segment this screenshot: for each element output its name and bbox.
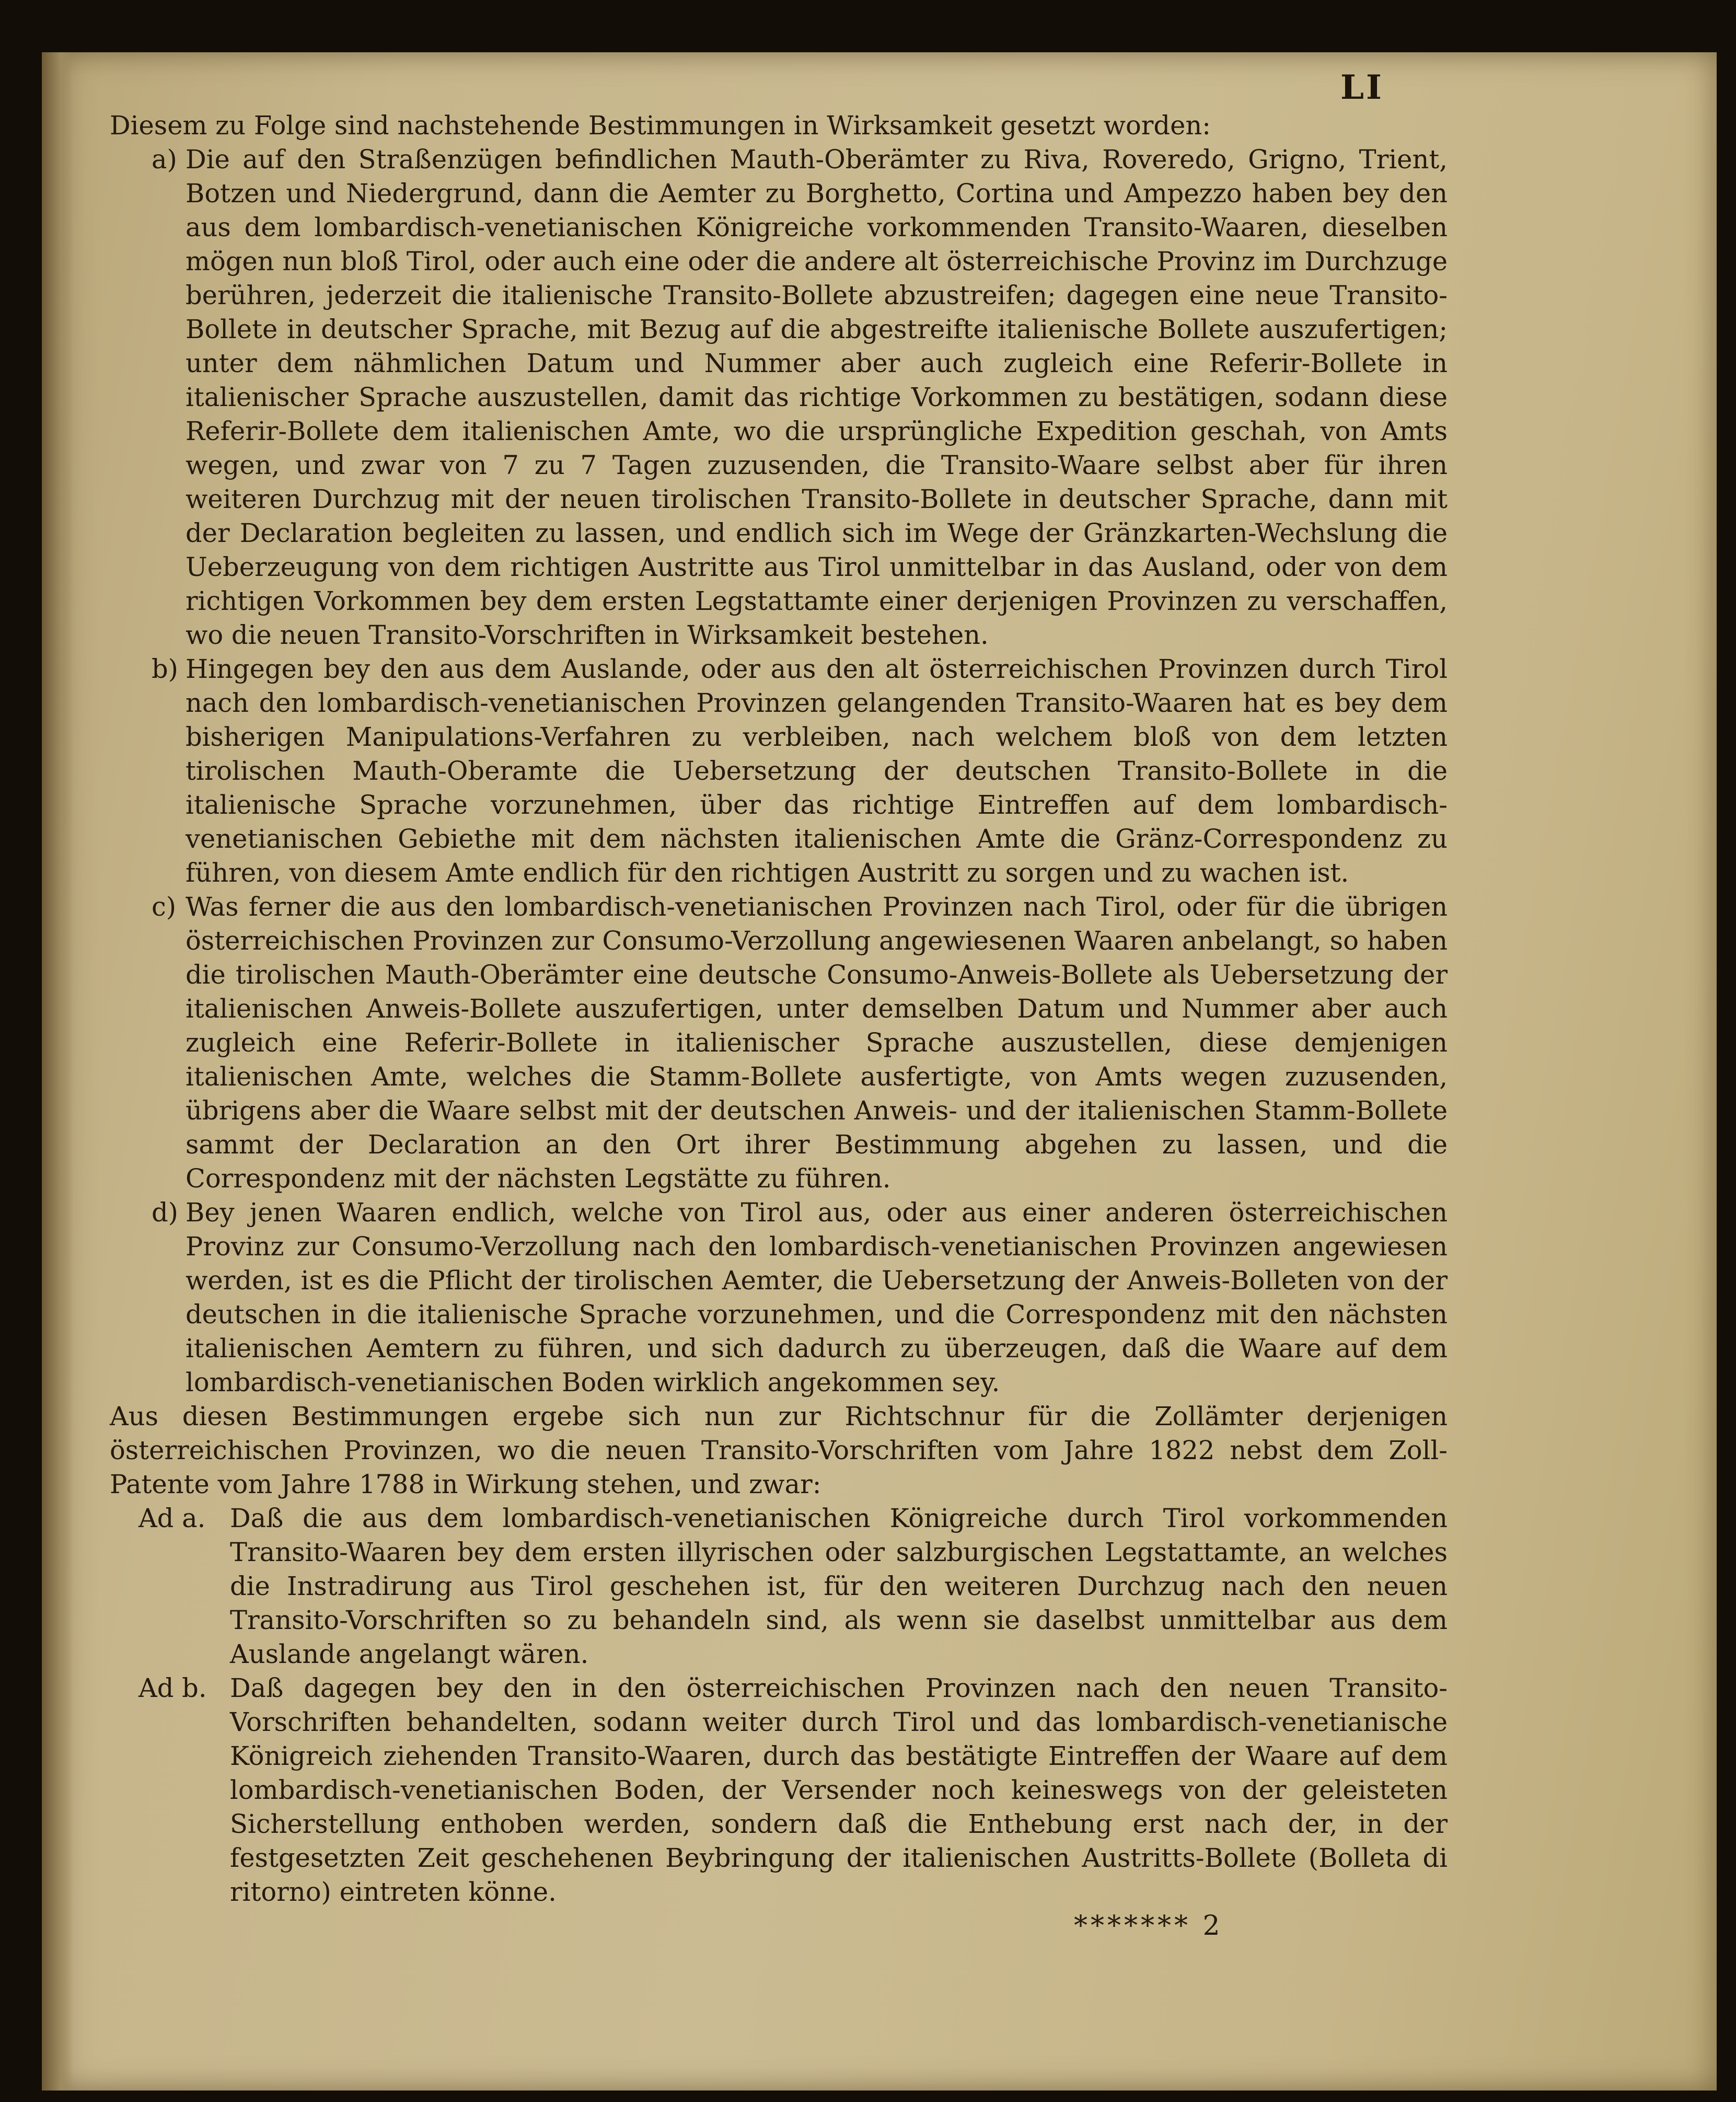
ad-text: Daß dagegen bey den in den österreichischen Provinzen nach den neuen Transito-Vorschriften behandelten, sodann weiter durch Tirol und das lombardisch-venetianische Königreich ziehenden Transito-Waaren, durch das bestätigte Eintreffen der Waare auf dem lombardisch-venetianischen Boden, der Versender noch keineswegs von der geleisteten Sicherstellung enthoben werden, sondern daß die Enthebung erst nach der, in der festgesetzten Zeit geschehenen Beybringung der italienischen Austritts-Bollete (Bolleta di ritorno) eintreten könne. [230, 1673, 1448, 1907]
ad-item-b [110, 1671, 1448, 1909]
intro-paragraph: Diesem zu Folge sind nachstehende Bestimmungen in Wirksamkeit gesetzt worden: [110, 110, 1211, 141]
ad-marker: Ad b. [138, 1673, 207, 1703]
provision-a [110, 143, 1448, 652]
page-number: LI [1340, 68, 1384, 107]
provision-text: Was ferner die aus den lombardisch-venetianischen Provinzen nach Tirol, oder für die übrigen österreichischen Provinzen zur Consumo-Verzollung angewiesenen Waaren anbelangt, so haben die tirolischen Mauth-Oberämter eine deutsche Consumo-Anweis-Bollete als Uebersetzung der italienischen Anweis-Bollete auszufertigen, unter demselben Datum und Nummer aber auch zugleich eine Referir-Bollete in italienischer Sprache auszustellen, diese demjenigen italienischen Amte, welches die Stamm-Bollete ausfertigte, von Amts wegen zuzusenden, übrigens aber die Waare selbst mit der deutschen Anweis- und der italienischen Stamm-Bollete sammt der Declaration an den Ort ihrer Bestimmung abgehen zu lassen, und die Correspondenz mit der nächsten Legstätte zu führen. [186, 892, 1448, 1194]
signature-mark: ******* 2 [1074, 1910, 1223, 1942]
provision-marker: b) [152, 654, 178, 684]
provision-text: Die auf den Straßenzügen befindlichen Mauth-Oberämter zu Riva, Roveredo, Grigno, Trient, Botzen und Niedergrund, dann die Aemter zu Borghetto, Cortina und Ampezzo haben bey den aus dem lombardisch-venetianischen Königreiche vorkommenden Transito-Waaren, dieselben mögen nun bloß Tirol, oder auch eine oder die andere alt österreichische Provinz im Durchzuge berühren, jederzeit die italienische Transito-Bollete abzustreifen; dagegen eine neue Transito-Bollete in deutscher Sprache, mit Bezug auf die abgestreifte italienische Bollete auszufertigen; unter dem nähmlichen Datum und Nummer aber auch zugleich eine Referir-Bollete in italienischer Sprache auszustellen, damit das richtige Vorkommen zu bestätigen, sodann diese Referir-Bollete dem italienischen Amte, wo die ursprüngliche Expedition geschah, von Amts wegen, und zwar von 7 zu 7 Tagen zuzusenden, die Transito-Waare selbst aber für ihren weiteren Durchzug mit der neuen tirolischen Transito-Bollete in deutscher Sprache, dann mit der Declaration begleiten zu lassen, und endlich sich im Wege der Gränzkarten-Wechslung die Ueberzeugung von dem richtigen Austritte aus Tirol unmittelbar in das Ausland, oder von dem richtigen Vorkommen bey dem ersten Legstattamte einer derjenigen Provinzen zu verschaffen, wo die neuen Transito-Vorschriften in Wirksamkeit bestehen. [186, 144, 1448, 650]
provision-b [110, 652, 1448, 890]
provision-text: Hingegen bey den aus dem Auslande, oder aus den alt österreichischen Provinzen durch Tirol nach den lombardisch-venetianischen Provinzen gelangenden Transito-Waaren hat es bey dem bisherigen Manipulations-Verfahren zu verbleiben, nach welchem bloß von dem letzten tirolischen Mauth-Oberamte die Uebersetzung der deutschen Transito-Bollete in die italienische Sprache vorzunehmen, über das richtige Eintreffen auf dem lombardisch-venetianischen Gebiethe mit dem nächsten italienischen Amte die Gränz-Correspondenz zu führen, von diesem Amte endlich für den richtigen Austritt zu sorgen und zu wachen ist. [186, 654, 1448, 888]
ad-marker: Ad a. [138, 1503, 206, 1533]
provision-marker: c) [152, 892, 177, 922]
summary-paragraph: Aus diesen Bestimmungen ergebe sich nun zur Richtschnur für die Zollämter derjenigen österreichischen Provinzen, wo die neuen Transito-Vorschriften vom Jahre 1822 nebst dem Zoll-Patente vom Jahre 1788 in Wirkung stehen, und zwar: [110, 1401, 1448, 1499]
page-gutter-shadow [42, 52, 73, 2091]
ad-item-a [110, 1502, 1448, 1671]
provision-marker: a) [152, 144, 177, 175]
provision-d [110, 1196, 1448, 1400]
document-body [110, 109, 1448, 1909]
ad-text: Daß die aus dem lombardisch-venetianischen Königreiche durch Tirol vorkommenden Transito-Waaren bey dem ersten illyrischen oder salzburgischen Legstattamte, an welches die Instradirung aus Tirol geschehen ist, für den weiteren Durchzug nach den neuen Transito-Vorschriften so zu behandeln sind, als wenn sie daselbst unmittelbar aus dem Auslande angelangt wären. [230, 1503, 1448, 1669]
provision-marker: d) [152, 1197, 178, 1228]
provision-c [110, 890, 1448, 1196]
provision-text: Bey jenen Waaren endlich, welche von Tirol aus, oder aus einer anderen österreichischen Provinz zur Consumo-Verzollung nach den lombardisch-venetianischen Provinzen angewiesen werden, ist es die Pflicht der tirolischen Aemter, die Uebersetzung der Anweis-Bolleten von der deutschen in die italienische Sprache vorzunehmen, und die Correspondenz mit den nächsten italienischen Aemtern zu führen, und sich dadurch zu überzeugen, daß die Waare auf dem lombardisch-venetianischen Boden wirklich angekommen sey. [186, 1197, 1448, 1398]
